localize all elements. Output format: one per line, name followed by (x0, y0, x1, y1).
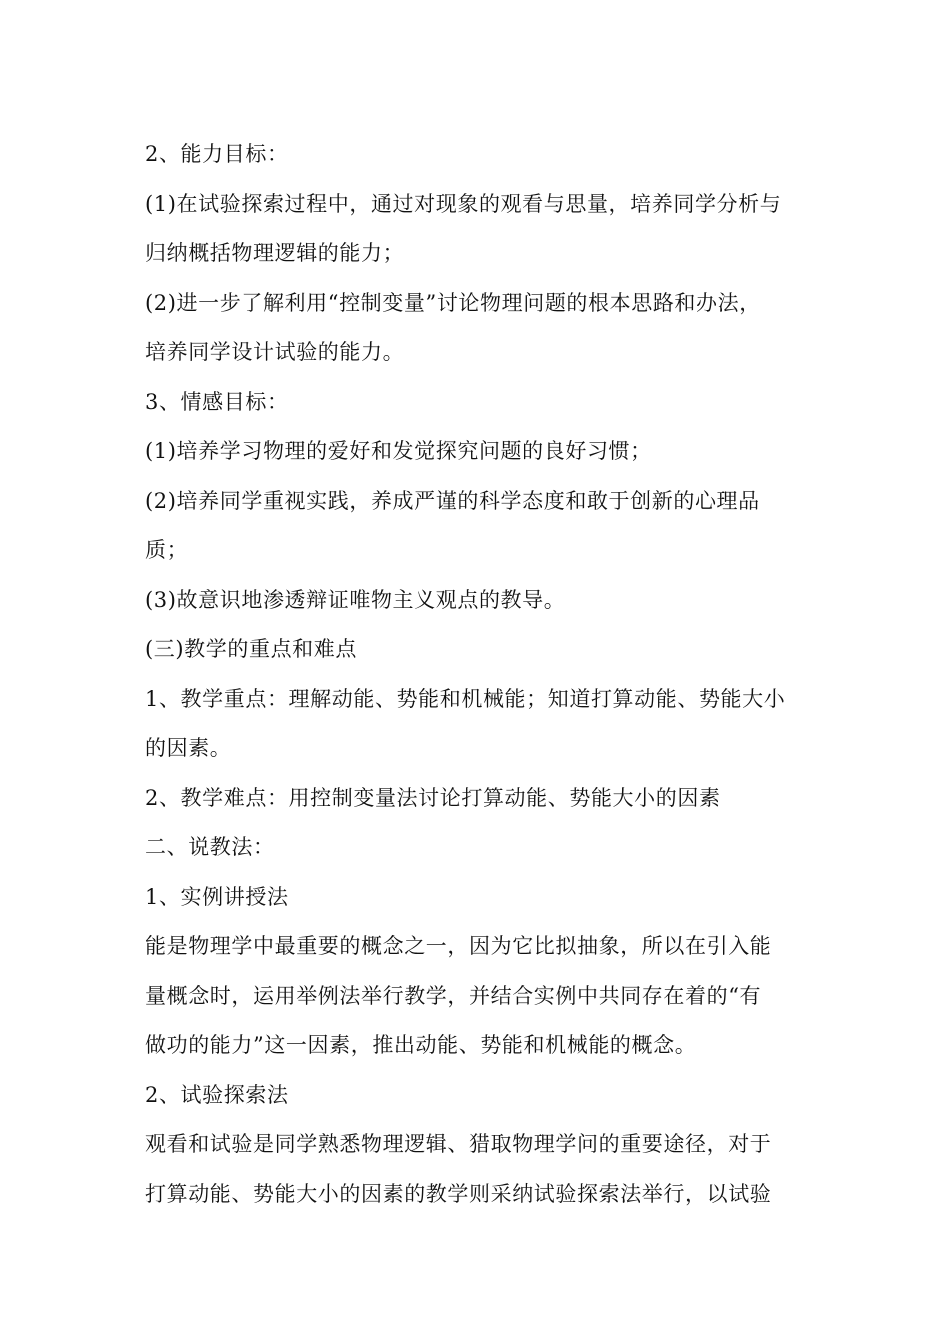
paragraph-line: 1、教学重点：理解动能、势能和机械能；知道打算动能、势能大小 (145, 686, 786, 711)
paragraph-line: 观看和试验是同学熟悉物理逻辑、猎取物理学问的重要途径，对于 (145, 1132, 772, 1156)
paragraph-line: 归纳概括物理逻辑的能力； (145, 241, 405, 265)
heading-key-points: (三)教学的重点和难点 (145, 637, 357, 661)
paragraph-line: 培养同学设计试验的能力。 (145, 340, 405, 364)
heading-teaching-methods: 二、说教法： (145, 835, 275, 859)
heading-experiment-method: 2、试验探索法 (145, 1082, 289, 1107)
document-body (145, 130, 825, 1219)
paragraph-line: (2)培养同学重视实践，养成严谨的科学态度和敢于创新的心理品 (145, 488, 760, 513)
paragraph-line: 量概念时，运用举例法举行教学，并结合实例中共同存在着的“有 (145, 983, 762, 1008)
paragraph-line: 质； (145, 538, 189, 562)
paragraph-line: (1)在试验探索过程中，通过对现象的观看与思量，培养同学分析与 (145, 191, 782, 216)
heading-example-method: 1、实例讲授法 (145, 884, 289, 909)
paragraph-line: 2、教学难点：用控制变量法讨论打算动能、势能大小的因素 (145, 785, 721, 810)
paragraph-line: (3)故意识地渗透辩证唯物主义观点的教导。 (145, 587, 566, 612)
paragraph-line: (1)培养学习物理的爱好和发觉探究问题的良好习惯； (145, 439, 652, 463)
heading-ability-goals: 2、能力目标： (145, 142, 289, 166)
paragraph-line: 做功的能力”这一因素，推出动能、势能和机械能的概念。 (145, 1033, 697, 1057)
paragraph-line: (2)进一步了解利用“控制变量”讨论物理问题的根本思路和办法， (145, 290, 761, 315)
paragraph-line: 的因素。 (145, 736, 232, 760)
heading-emotion-goals: 3、情感目标： (145, 389, 289, 414)
paragraph-line: 打算动能、势能大小的因素的教学则采纳试验探索法举行，以试验 (145, 1181, 772, 1206)
paragraph-line: 能是物理学中最重要的概念之一，因为它比拟抽象，所以在引入能 (145, 934, 772, 958)
